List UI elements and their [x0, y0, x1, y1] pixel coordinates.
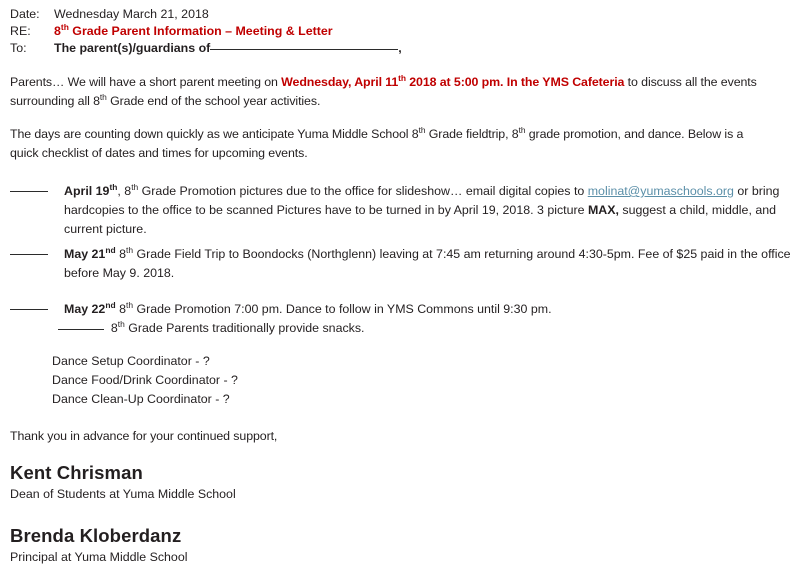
coordinator-item-clean-up: Dance Clean-Up Coordinator - ?	[52, 392, 230, 406]
may21-text-a: 8	[115, 247, 126, 261]
grade-ordinal-1: th	[99, 91, 107, 102]
may22-text-b: Grade Promotion 7:00 pm. Dance to follow in YMS Commons until 9:30 pm.	[133, 302, 552, 316]
signature-name-2: Brenda Kloberdanz	[10, 525, 182, 546]
email-link[interactable]: molinat@yumaschools.org	[587, 184, 734, 198]
paragraph-meeting-announcement	[10, 73, 766, 111]
checklist-item-may-22	[10, 300, 800, 319]
snacks-checkbox-blank[interactable]	[58, 329, 104, 330]
countdown-text-b: Grade fieldtrip, 8	[425, 127, 519, 141]
checklist-subitem-snacks	[58, 319, 800, 338]
signature-title-1: Dean of Students at Yuma Middle School	[10, 487, 236, 501]
meeting-date-ordinal: th	[398, 72, 406, 83]
april-date-ordinal: th	[109, 181, 118, 192]
checklist-item-may-21	[10, 245, 800, 283]
meeting-highlight	[281, 72, 625, 89]
date-value: Wednesday March 21, 2018	[54, 7, 209, 21]
closing-thanks: Thank you in advance for your continued support,	[10, 429, 278, 443]
date-label: Date:	[10, 7, 40, 21]
countdown-text-c: grade promotion, and dance. Below is a quick checklist of dates and times for upcoming events.	[10, 127, 744, 160]
meeting-time-location: 2018 at 5:00 pm. In the YMS Cafeteria	[405, 75, 625, 89]
re-value-ordinal: th	[60, 21, 69, 32]
may22-checkbox-blank[interactable]	[10, 309, 48, 310]
april-text-a: , 8	[117, 184, 132, 198]
may21-checkbox-blank[interactable]	[10, 254, 48, 255]
may22-text-a: 8	[115, 302, 126, 316]
coordinator-item-food-drink: Dance Food/Drink Coordinator - ?	[52, 373, 238, 387]
checklist-item-april-19	[10, 182, 800, 239]
may22-date: May 22	[64, 302, 106, 316]
countdown-text-a: The days are counting down quickly as we anticipate Yuma Middle School 8	[10, 127, 419, 141]
april-date: April 19	[64, 184, 110, 198]
re-value	[54, 21, 333, 38]
may21-date: May 21	[64, 247, 106, 261]
re-value-text: Grade Parent Information – Meeting & Letter	[68, 24, 333, 38]
header-row-re	[10, 23, 333, 40]
header-row-date	[10, 6, 209, 23]
snacks-text-b: Grade Parents traditionally provide snacks.	[124, 321, 365, 335]
meeting-text-mid: to discuss all the events surrounding all 8	[10, 75, 757, 108]
april-text-c: or bring hardcopies to the office to be scanned Pictures have to be turned in by April 19, 2018. 3 picture	[64, 184, 780, 217]
meeting-text-tail: Grade end of the school year activities.	[106, 94, 321, 108]
signature-name-1: Kent Chrisman	[10, 462, 143, 483]
header-row-to	[10, 40, 402, 57]
snacks-text-a: 8	[110, 321, 118, 335]
may22-grade-ordinal: th	[125, 299, 134, 310]
to-label: To:	[10, 41, 27, 55]
may22-date-ordinal: nd	[105, 299, 116, 310]
april-text-b: Grade Promotion pictures due to the office for slideshow… email digital copies to	[138, 184, 588, 198]
april-checkbox-blank[interactable]	[10, 191, 48, 192]
grade-ordinal-2: th	[418, 124, 426, 135]
meeting-date: Wednesday, April 11	[281, 75, 399, 89]
snacks-grade-ordinal: th	[117, 318, 125, 329]
re-value-number: 8	[54, 24, 61, 38]
april-text-d: suggest a child, middle, and current picture.	[64, 203, 776, 236]
may21-text-b: Grade Field Trip to Boondocks (Northglenn) leaving at 7:45 am returning around 4:30-5pm. Fee of $25 paid in the office before May 9. 2018.	[64, 247, 791, 280]
meeting-text-lead: Parents… We will have a short parent meeting on	[10, 75, 282, 89]
signature-title-2: Principal at Yuma Middle School	[10, 550, 188, 564]
grade-ordinal-3: th	[518, 124, 526, 135]
to-trailing-comma: ,	[398, 41, 402, 55]
may21-date-ordinal: nd	[105, 244, 116, 255]
coordinator-item-setup: Dance Setup Coordinator - ?	[52, 354, 210, 368]
re-label: RE:	[10, 24, 31, 38]
paragraph-countdown	[10, 125, 766, 163]
recipient-name-blank[interactable]	[210, 49, 398, 50]
may21-grade-ordinal: th	[125, 244, 134, 255]
april-max-emphasis: MAX,	[587, 203, 619, 217]
april-grade-ordinal: th	[131, 181, 139, 192]
to-value: The parent(s)/guardians of	[54, 41, 211, 55]
